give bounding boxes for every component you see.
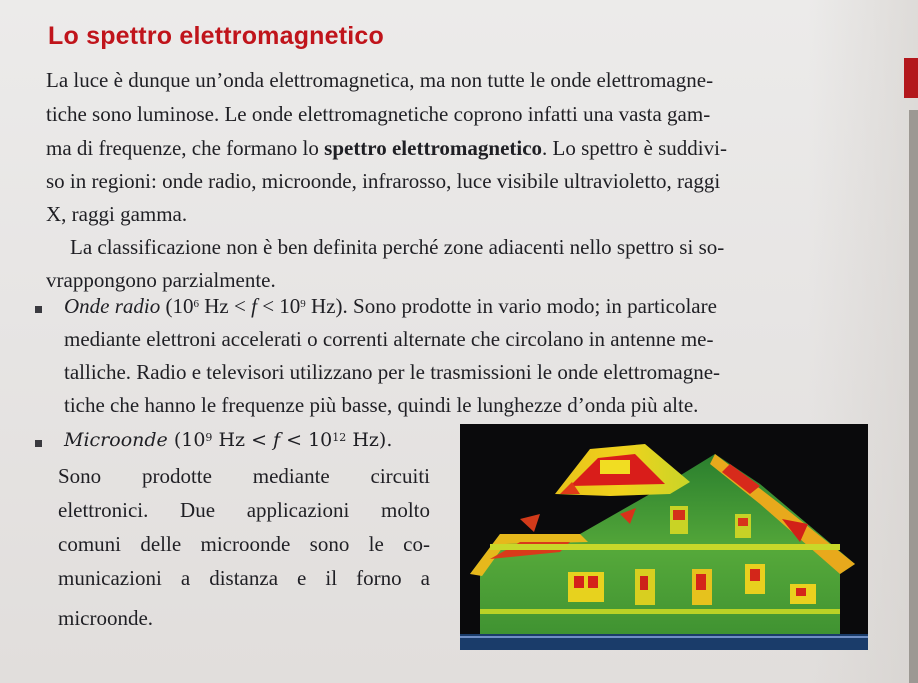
paragraph-2-line-2: vrappongono parzialmente.	[46, 268, 276, 292]
paragraph-1-line-1: La luce è dunque un’onda elettromagnetica, ma non tutte le onde elettromagne-	[46, 68, 714, 92]
text-run: ma di frequenze, che formano lo	[46, 136, 325, 160]
microonde-line-2: Sono prodotte mediante circuiti	[58, 464, 430, 488]
microonde-line-3: elettronici. Due applicazioni molto	[58, 498, 430, 522]
radio-line-2: mediante elettroni accelerati o correnti alternate che circolano in antenne me-	[64, 327, 714, 351]
page-edge	[909, 110, 918, 683]
microonde-line-6: microonde.	[58, 606, 154, 630]
radio-line-1	[64, 292, 717, 320]
red-margin-tab	[904, 58, 918, 98]
frequency-symbol: f	[251, 294, 257, 318]
radio-line-4: tiche che hanno le frequenze più basse, quindi le lunghezze d’onda più alte.	[64, 393, 699, 417]
section-heading: Lo spettro elettromagnetico	[48, 22, 384, 50]
exponent: 9	[205, 431, 213, 444]
microonde-line-4: comuni delle microonde sono le co-	[58, 532, 430, 556]
text-run: Hz). Sono prodotte in vario modo; in particolare	[305, 294, 717, 318]
text-run: < 10	[256, 294, 301, 318]
text-run: Hz <	[199, 294, 252, 318]
frequency-symbol: f	[273, 429, 281, 451]
bullet-radio	[35, 306, 42, 313]
text-run: < 10	[280, 429, 333, 451]
bold-term-spettro: spettro elettromagnetico	[324, 136, 543, 160]
exponent: 6	[193, 298, 199, 310]
text-run: Hz <	[212, 429, 274, 451]
radio-line-3: talliche. Radio e televisori utilizzano per le trasmissioni le onde elettromagne-	[64, 360, 721, 384]
microonde-line-5: municazioni a distanza e il forno a	[58, 566, 430, 590]
exponent: 12	[332, 431, 347, 444]
paragraph-1-line-5: X, raggi gamma.	[46, 202, 188, 226]
paragraph-1-line-2: tiche sono luminose. Le onde elettromagnetiche coprono infatti una vasta gam-	[46, 102, 711, 126]
thermal-house-illustration	[460, 424, 868, 650]
paragraph-1-line-4: so in regioni: onde radio, microonde, infrarosso, luce visibile ultravioletto, raggi	[46, 169, 721, 193]
paragraph-1-line-3	[46, 134, 836, 162]
term-microonde: Microonde	[64, 429, 168, 451]
thermal-image-house	[460, 424, 868, 650]
microonde-line-1	[64, 426, 392, 454]
paragraph-2-line-1: La classificazione non è ben definita perché zone adiacenti nello spettro si so-	[70, 235, 725, 259]
text-run: Hz).	[346, 429, 393, 451]
bullet-microonde	[35, 440, 42, 447]
text-run: (10	[167, 429, 206, 451]
text-run: (10	[160, 294, 194, 318]
term-onde-radio: Onde radio	[64, 294, 161, 318]
text-run: . Lo spettro è suddivi-	[542, 136, 727, 160]
exponent: 9	[300, 298, 306, 310]
